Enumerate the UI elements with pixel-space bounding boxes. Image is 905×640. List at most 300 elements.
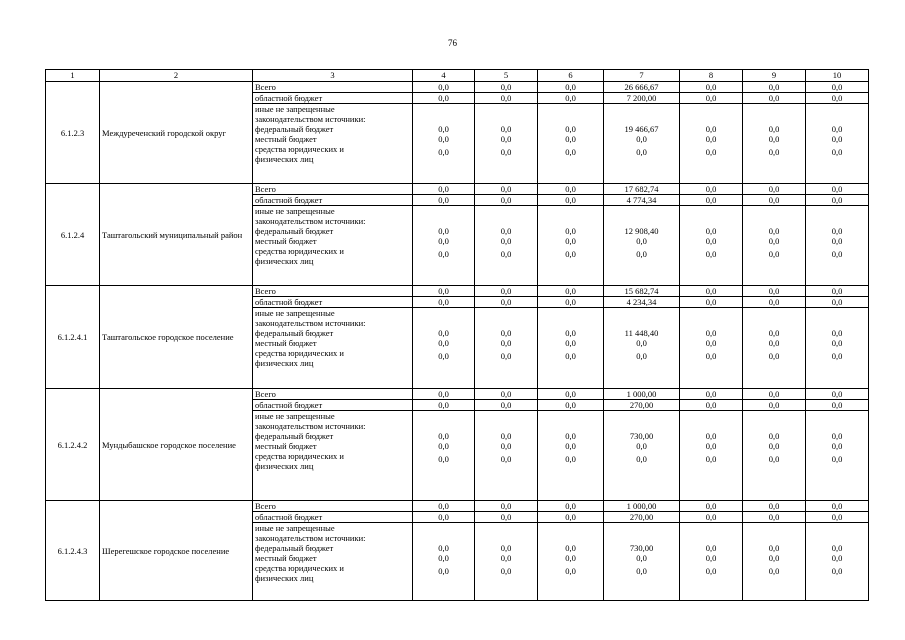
spacer <box>745 411 803 421</box>
value-block <box>806 523 869 601</box>
value-cell: 0,0 <box>500 134 512 144</box>
value-cell: 0,0 <box>705 328 717 338</box>
source-block <box>253 104 413 184</box>
value-cell: 0,0 <box>538 512 604 523</box>
spacer <box>477 216 535 226</box>
value-block <box>538 308 604 389</box>
value-cell: 0,0 <box>806 195 869 206</box>
value-cell: 0,0 <box>680 82 743 93</box>
value-cell: 0,0 <box>413 286 475 297</box>
spacer <box>477 523 535 533</box>
spacer <box>745 104 803 114</box>
value-cell: 0,0 <box>743 93 806 104</box>
spacer <box>745 421 803 431</box>
value-cell: 0,0 <box>413 389 475 400</box>
value-cell: 0,0 <box>705 553 717 563</box>
value-cell: 0,0 <box>475 389 538 400</box>
value-cell: 0,0 <box>636 351 647 361</box>
column-header: 9 <box>743 70 806 82</box>
value-block <box>475 308 538 389</box>
value-cell: 0,0 <box>500 236 512 246</box>
source-label: местный бюджет <box>255 441 317 451</box>
value-cell: 0,0 <box>831 351 843 361</box>
spacer <box>477 114 535 124</box>
value-cell: 730,00 <box>629 431 654 441</box>
value-block <box>680 206 743 286</box>
spacer <box>808 533 866 543</box>
value-cell: 0,0 <box>705 236 717 246</box>
value-cell: 0,0 <box>413 93 475 104</box>
source-label: иные не запрещенные <box>255 523 335 533</box>
source-label: федеральный бюджет <box>255 124 334 134</box>
spacer <box>415 216 472 226</box>
table-row <box>46 389 869 400</box>
value-cell: 0,0 <box>636 441 647 451</box>
value-cell: 0,0 <box>565 328 576 338</box>
value-block <box>475 104 538 184</box>
section-code: 6.1.2.4.2 <box>46 389 100 501</box>
value-block <box>806 411 869 501</box>
spacer <box>477 533 535 543</box>
spacer <box>682 216 740 226</box>
value-block <box>604 104 680 184</box>
value-cell: 0,0 <box>705 134 717 144</box>
value-cell: 0,0 <box>768 543 780 553</box>
value-cell: 0,0 <box>438 441 449 451</box>
value-cell: 0,0 <box>500 338 512 348</box>
source-label: законодательством источники: <box>255 114 366 124</box>
value-block <box>806 206 869 286</box>
value-cell: 0,0 <box>705 249 717 259</box>
value-cell: 0,0 <box>538 195 604 206</box>
spacer <box>808 421 866 431</box>
budget-table <box>45 69 869 601</box>
spacer <box>540 421 601 431</box>
value-cell: 730,00 <box>629 543 654 553</box>
value-cell: 0,0 <box>831 454 843 464</box>
value-cell: 0,0 <box>500 226 512 236</box>
value-cell: 0,0 <box>806 93 869 104</box>
value-cell: 0,0 <box>806 82 869 93</box>
spacer <box>606 206 677 216</box>
value-cell: 0,0 <box>636 553 647 563</box>
source-label: физических лиц <box>255 461 314 471</box>
value-cell: 0,0 <box>438 338 449 348</box>
source-label: местный бюджет <box>255 236 317 246</box>
value-cell: 0,0 <box>500 566 512 576</box>
spacer <box>415 411 472 421</box>
source-label: федеральный бюджет <box>255 543 334 553</box>
value-cell: 0,0 <box>475 184 538 195</box>
value-cell: 0,0 <box>565 431 576 441</box>
value-cell: 0,0 <box>806 389 869 400</box>
value-block <box>413 308 475 389</box>
value-cell: 0,0 <box>565 553 576 563</box>
spacer <box>682 318 740 328</box>
spacer <box>415 421 472 431</box>
value-cell: 0,0 <box>565 124 576 134</box>
source-label: федеральный бюджет <box>255 328 334 338</box>
value-cell: 12 908,40 <box>624 226 659 236</box>
value-cell: 0,0 <box>438 454 449 464</box>
value-cell: 0,0 <box>413 195 475 206</box>
spacer <box>477 104 535 114</box>
column-header: 2 <box>100 70 253 82</box>
source-label: областной бюджет <box>253 195 413 206</box>
value-block <box>743 104 806 184</box>
spacer <box>745 533 803 543</box>
spacer <box>682 533 740 543</box>
spacer <box>745 318 803 328</box>
spacer <box>745 114 803 124</box>
value-cell: 0,0 <box>438 236 449 246</box>
value-cell: 0,0 <box>768 124 780 134</box>
spacer <box>415 308 472 318</box>
value-cell: 0,0 <box>768 441 780 451</box>
value-cell: 0,0 <box>705 351 717 361</box>
source-label: местный бюджет <box>255 134 317 144</box>
spacer <box>682 421 740 431</box>
table-row <box>46 501 869 512</box>
value-cell: 0,0 <box>565 147 576 157</box>
value-cell: 0,0 <box>831 431 843 441</box>
source-label: Всего <box>253 501 413 512</box>
source-label: Всего <box>253 82 413 93</box>
value-cell: 270,00 <box>604 512 680 523</box>
value-cell: 0,0 <box>500 543 512 553</box>
value-block <box>413 104 475 184</box>
source-label: иные не запрещенные <box>255 411 335 421</box>
value-cell: 0,0 <box>500 553 512 563</box>
spacer <box>540 523 601 533</box>
column-header: 6 <box>538 70 604 82</box>
value-cell: 19 466,67 <box>624 124 659 134</box>
spacer <box>808 104 866 114</box>
value-cell: 0,0 <box>636 338 647 348</box>
value-cell: 0,0 <box>636 454 647 464</box>
value-block <box>475 523 538 601</box>
value-cell: 0,0 <box>806 297 869 308</box>
spacer <box>540 114 601 124</box>
source-label: Всего <box>253 389 413 400</box>
value-cell: 0,0 <box>475 501 538 512</box>
spacer <box>682 308 740 318</box>
value-block <box>743 308 806 389</box>
spacer <box>415 206 472 216</box>
value-cell: 0,0 <box>831 226 843 236</box>
value-cell: 0,0 <box>475 286 538 297</box>
source-label: местный бюджет <box>255 553 317 563</box>
spacer <box>745 308 803 318</box>
value-block <box>538 411 604 501</box>
value-cell: 0,0 <box>680 297 743 308</box>
source-label: областной бюджет <box>253 93 413 104</box>
spacer <box>606 411 677 421</box>
value-cell: 0,0 <box>806 400 869 411</box>
value-cell: 0,0 <box>768 134 780 144</box>
value-cell: 0,0 <box>743 184 806 195</box>
section-name: Междуреченский городской округ <box>100 82 253 184</box>
spacer <box>540 533 601 543</box>
spacer <box>540 216 601 226</box>
spacer <box>415 533 472 543</box>
value-cell: 0,0 <box>413 82 475 93</box>
value-cell: 0,0 <box>636 236 647 246</box>
value-cell: 0,0 <box>565 454 576 464</box>
source-block <box>253 523 413 601</box>
section-code: 6.1.2.4.1 <box>46 286 100 389</box>
source-label: областной бюджет <box>253 512 413 523</box>
source-label: законодательством источники: <box>255 533 366 543</box>
value-cell: 0,0 <box>413 184 475 195</box>
value-cell: 0,0 <box>806 501 869 512</box>
value-cell: 0,0 <box>831 338 843 348</box>
spacer <box>808 411 866 421</box>
value-cell: 1 000,00 <box>604 501 680 512</box>
page-number: 76 <box>448 38 457 48</box>
spacer <box>540 411 601 421</box>
source-block <box>253 206 413 286</box>
source-label: физических лиц <box>255 256 314 266</box>
value-block <box>475 206 538 286</box>
value-cell: 0,0 <box>743 389 806 400</box>
value-block <box>413 206 475 286</box>
value-cell: 0,0 <box>565 249 576 259</box>
spacer <box>808 523 866 533</box>
value-cell: 0,0 <box>743 297 806 308</box>
value-block <box>538 104 604 184</box>
value-cell: 4 234,34 <box>604 297 680 308</box>
column-header: 5 <box>475 70 538 82</box>
table-body <box>46 70 869 601</box>
value-cell: 0,0 <box>768 147 780 157</box>
value-cell: 0,0 <box>743 195 806 206</box>
spacer <box>606 114 677 124</box>
value-block <box>604 411 680 501</box>
value-cell: 0,0 <box>500 441 512 451</box>
value-block <box>604 206 680 286</box>
value-cell: 0,0 <box>538 82 604 93</box>
value-cell: 0,0 <box>768 236 780 246</box>
value-cell: 0,0 <box>768 553 780 563</box>
value-cell: 0,0 <box>743 286 806 297</box>
spacer <box>682 114 740 124</box>
value-cell: 0,0 <box>768 351 780 361</box>
value-cell: 0,0 <box>438 566 449 576</box>
value-cell: 0,0 <box>475 512 538 523</box>
value-block <box>604 523 680 601</box>
value-cell: 0,0 <box>680 286 743 297</box>
value-cell: 0,0 <box>475 93 538 104</box>
value-cell: 11 448,40 <box>624 328 659 338</box>
source-label: федеральный бюджет <box>255 226 334 236</box>
value-cell: 0,0 <box>438 328 449 338</box>
value-cell: 0,0 <box>705 431 717 441</box>
section-name: Таштагольское городское поселение <box>100 286 253 389</box>
value-cell: 0,0 <box>636 566 647 576</box>
value-block <box>538 523 604 601</box>
spacer <box>540 206 601 216</box>
value-cell: 0,0 <box>705 226 717 236</box>
spacer <box>606 523 677 533</box>
value-cell: 0,0 <box>438 543 449 553</box>
value-cell: 0,0 <box>768 249 780 259</box>
value-cell: 7 200,00 <box>604 93 680 104</box>
value-block <box>475 411 538 501</box>
section-code: 6.1.2.4.3 <box>46 501 100 601</box>
table-row <box>46 184 869 195</box>
value-cell: 0,0 <box>768 328 780 338</box>
value-cell: 0,0 <box>831 249 843 259</box>
spacer <box>682 523 740 533</box>
value-cell: 26 666,67 <box>604 82 680 93</box>
value-cell: 0,0 <box>743 400 806 411</box>
value-cell: 0,0 <box>565 441 576 451</box>
value-cell: 0,0 <box>680 389 743 400</box>
spacer <box>606 216 677 226</box>
value-cell: 0,0 <box>565 226 576 236</box>
value-cell: 0,0 <box>768 454 780 464</box>
value-cell: 0,0 <box>831 553 843 563</box>
value-cell: 0,0 <box>475 400 538 411</box>
section-code: 6.1.2.3 <box>46 82 100 184</box>
source-label: законодательством источники: <box>255 421 366 431</box>
value-block <box>538 206 604 286</box>
spacer <box>808 206 866 216</box>
value-cell: 0,0 <box>413 297 475 308</box>
source-label: физических лиц <box>255 358 314 368</box>
source-label: средства юридических и <box>255 563 344 573</box>
value-cell: 0,0 <box>500 454 512 464</box>
value-cell: 0,0 <box>565 338 576 348</box>
value-cell: 0,0 <box>565 543 576 553</box>
section-name: Шерегешское городское поселение <box>100 501 253 601</box>
column-header: 1 <box>46 70 100 82</box>
value-cell: 0,0 <box>475 82 538 93</box>
value-block <box>413 411 475 501</box>
value-cell: 0,0 <box>705 543 717 553</box>
value-cell: 15 682,74 <box>604 286 680 297</box>
column-header: 4 <box>413 70 475 82</box>
header-row <box>46 70 869 82</box>
value-cell: 0,0 <box>705 338 717 348</box>
value-cell: 0,0 <box>831 441 843 451</box>
value-cell: 0,0 <box>705 441 717 451</box>
value-block <box>413 523 475 601</box>
column-header: 10 <box>806 70 869 82</box>
value-cell: 0,0 <box>806 286 869 297</box>
value-cell: 0,0 <box>680 195 743 206</box>
value-block <box>743 206 806 286</box>
value-cell: 0,0 <box>680 512 743 523</box>
value-block <box>743 411 806 501</box>
value-cell: 0,0 <box>565 134 576 144</box>
value-cell: 0,0 <box>743 501 806 512</box>
value-cell: 0,0 <box>565 566 576 576</box>
spacer <box>682 411 740 421</box>
value-cell: 0,0 <box>768 338 780 348</box>
section-name: Таштагольский муниципальный район <box>100 184 253 286</box>
spacer <box>808 114 866 124</box>
source-block <box>253 411 413 501</box>
source-label: средства юридических и <box>255 451 344 461</box>
value-cell: 0,0 <box>538 400 604 411</box>
section-code: 6.1.2.4 <box>46 184 100 286</box>
value-cell: 0,0 <box>680 93 743 104</box>
column-header: 7 <box>604 70 680 82</box>
value-block <box>743 523 806 601</box>
source-label: физических лиц <box>255 573 314 583</box>
source-label: иные не запрещенные <box>255 104 335 114</box>
value-cell: 0,0 <box>538 501 604 512</box>
source-label: физических лиц <box>255 154 314 164</box>
source-label: иные не запрещенные <box>255 308 335 318</box>
value-block <box>806 104 869 184</box>
section-name: Мундыбашское городское поселение <box>100 389 253 501</box>
table-row <box>46 82 869 93</box>
value-cell: 0,0 <box>680 400 743 411</box>
value-cell: 0,0 <box>500 249 512 259</box>
source-label: федеральный бюджет <box>255 431 334 441</box>
value-cell: 0,0 <box>680 184 743 195</box>
value-cell: 0,0 <box>438 351 449 361</box>
spacer <box>606 318 677 328</box>
value-cell: 0,0 <box>413 501 475 512</box>
source-label: Всего <box>253 286 413 297</box>
value-cell: 0,0 <box>743 512 806 523</box>
value-block <box>680 308 743 389</box>
value-cell: 0,0 <box>500 124 512 134</box>
value-cell: 0,0 <box>831 147 843 157</box>
spacer <box>477 411 535 421</box>
spacer <box>540 104 601 114</box>
source-label: средства юридических и <box>255 246 344 256</box>
spacer <box>606 308 677 318</box>
spacer <box>477 421 535 431</box>
value-cell: 0,0 <box>831 236 843 246</box>
value-cell: 270,00 <box>604 400 680 411</box>
source-label: Всего <box>253 184 413 195</box>
source-label: законодательством источники: <box>255 318 366 328</box>
table-row <box>46 286 869 297</box>
value-cell: 0,0 <box>806 184 869 195</box>
source-label: иные не запрещенные <box>255 206 335 216</box>
value-cell: 0,0 <box>831 328 843 338</box>
value-cell: 0,0 <box>475 195 538 206</box>
value-cell: 0,0 <box>743 82 806 93</box>
value-block <box>806 308 869 389</box>
spacer <box>808 216 866 226</box>
value-cell: 0,0 <box>768 226 780 236</box>
spacer <box>808 308 866 318</box>
value-cell: 0,0 <box>438 134 449 144</box>
spacer <box>682 104 740 114</box>
value-cell: 0,0 <box>636 147 647 157</box>
value-cell: 0,0 <box>705 147 717 157</box>
source-label: местный бюджет <box>255 338 317 348</box>
value-cell: 0,0 <box>806 512 869 523</box>
value-block <box>604 308 680 389</box>
value-cell: 0,0 <box>438 553 449 563</box>
value-cell: 1 000,00 <box>604 389 680 400</box>
spacer <box>808 318 866 328</box>
spacer <box>540 318 601 328</box>
value-cell: 0,0 <box>831 566 843 576</box>
source-label: законодательством источники: <box>255 216 366 226</box>
value-cell: 0,0 <box>768 566 780 576</box>
value-cell: 0,0 <box>831 543 843 553</box>
spacer <box>415 114 472 124</box>
